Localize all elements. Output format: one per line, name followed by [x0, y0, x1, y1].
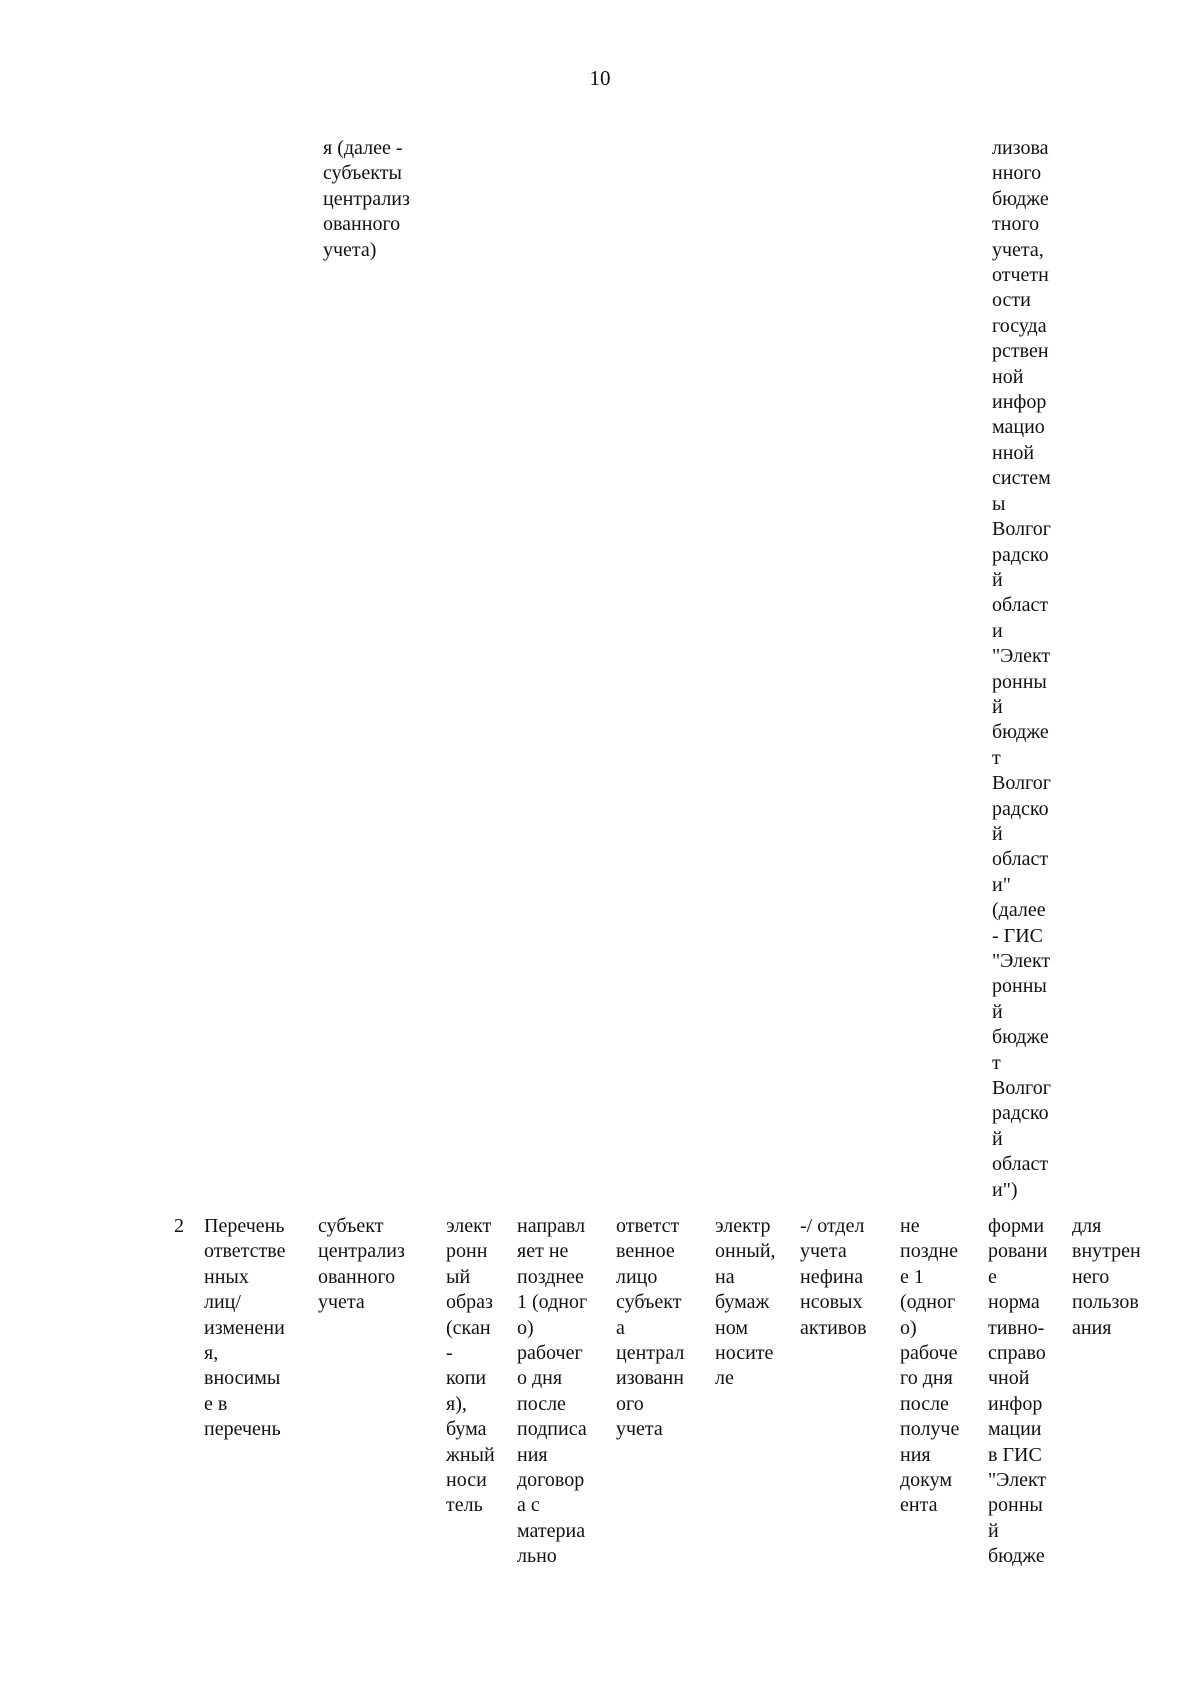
row2-col5: направл яет не позднее 1 (одног о) рабочег о дня после подписа ния договор а с материа льно [517, 1215, 588, 1568]
cont-col10-text: лизова нного бюдже тного учета, отчетн ости госуда рствен ной инфор мацио нной систем ы Волгог радско й област и "Элект ронны й бюдже т Волгог радско й област и" (далее - ГИС "Элект ронны й бюдже т Волгог радско й област и") [992, 137, 1051, 1201]
page-number: 10 [589, 66, 611, 90]
row2-col8: -/ отдел учета нефина нсовых активов [800, 1215, 867, 1339]
row2-col9: не поздне е 1 (одног о) рабоче го дня после получе ния докум ента [900, 1215, 960, 1517]
row2-col11: для внутрен него пользов ания [1072, 1215, 1141, 1339]
row2-col10: форми ровани е норма тивно- справо чной инфор мации в ГИС "Элект ронны й бюдже [988, 1215, 1048, 1568]
row2-col3: субъект централиз ованного учета [318, 1215, 405, 1314]
row2-col7: электр онный, на бумаж ном носите ле [715, 1215, 776, 1390]
row-number: 2 [174, 1215, 184, 1237]
row2-col4: элект ронн ый образ (скан - копи я), бума жный носи тель [446, 1215, 495, 1517]
cont-col3-text: я (далее - субъекты централиз ованного учета) [323, 137, 410, 261]
row2-col2: Перечень ответстве нных лиц/ изменени я, вносимы е в перечень [204, 1215, 286, 1441]
row2-col6: ответст венное лицо субъект а централ изованн ого учета [616, 1215, 685, 1441]
